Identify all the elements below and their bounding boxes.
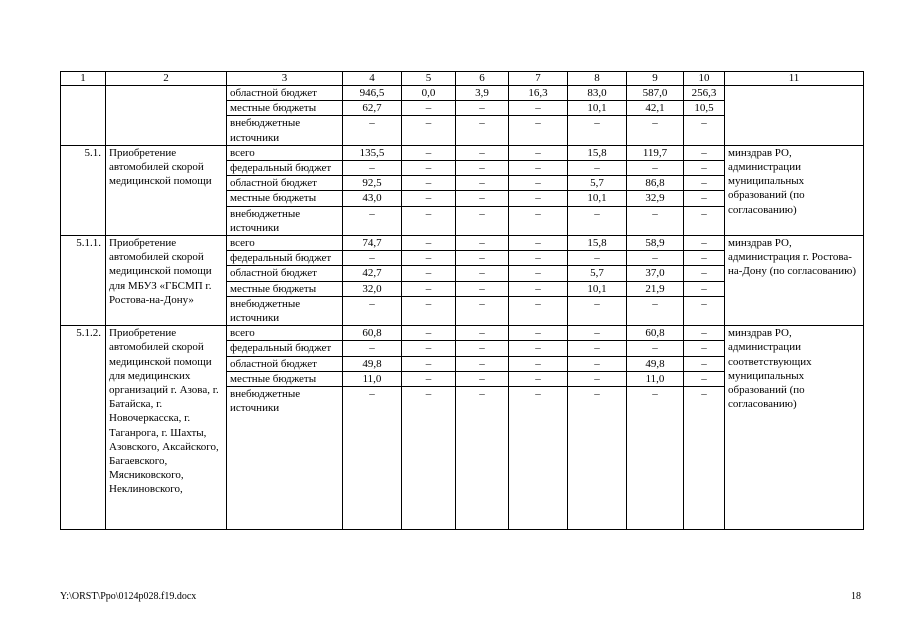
value-col-6: – bbox=[456, 251, 509, 266]
value-col-4: – bbox=[343, 206, 402, 235]
value-col-10: – bbox=[684, 281, 725, 296]
value-col-10: – bbox=[684, 116, 725, 145]
value-col-10: – bbox=[684, 206, 725, 235]
value-col-6: – bbox=[456, 326, 509, 341]
column-header-9: 9 bbox=[627, 72, 684, 86]
value-col-4: 60,8 bbox=[343, 326, 402, 341]
value-col-6: – bbox=[456, 281, 509, 296]
value-col-10: – bbox=[684, 371, 725, 386]
value-col-4: – bbox=[343, 116, 402, 145]
value-col-10: – bbox=[684, 387, 725, 530]
value-col-8: – bbox=[568, 206, 627, 235]
funding-source: всего bbox=[227, 236, 343, 251]
value-col-7: – bbox=[509, 266, 568, 281]
value-col-5: – bbox=[402, 236, 456, 251]
value-col-4: 74,7 bbox=[343, 236, 402, 251]
value-col-8: – bbox=[568, 251, 627, 266]
value-col-6: – bbox=[456, 266, 509, 281]
value-col-9: – bbox=[627, 296, 684, 325]
item-name bbox=[106, 86, 227, 146]
item-number: 5.1.2. bbox=[61, 326, 106, 530]
value-col-9: – bbox=[627, 206, 684, 235]
value-col-9: – bbox=[627, 341, 684, 356]
value-col-9: 119,7 bbox=[627, 145, 684, 160]
value-col-8: 15,8 bbox=[568, 145, 627, 160]
funding-source: федеральный бюджет bbox=[227, 251, 343, 266]
column-header-5: 5 bbox=[402, 72, 456, 86]
value-col-6: – bbox=[456, 341, 509, 356]
value-col-9: 58,9 bbox=[627, 236, 684, 251]
value-col-5: – bbox=[402, 371, 456, 386]
value-col-8: – bbox=[568, 387, 627, 530]
value-col-8: 15,8 bbox=[568, 236, 627, 251]
value-col-8: – bbox=[568, 326, 627, 341]
funding-source: всего bbox=[227, 326, 343, 341]
value-col-6: – bbox=[456, 236, 509, 251]
value-col-7: – bbox=[509, 341, 568, 356]
value-col-7: 16,3 bbox=[509, 86, 568, 101]
value-col-4: – bbox=[343, 161, 402, 176]
footer-file-path: Y:\ORST\Ppo\0124p028.f19.docx bbox=[60, 591, 197, 602]
value-col-10: – bbox=[684, 236, 725, 251]
item-number: 5.1. bbox=[61, 145, 106, 235]
value-col-4: 32,0 bbox=[343, 281, 402, 296]
value-col-9: – bbox=[627, 251, 684, 266]
column-header-3: 3 bbox=[227, 72, 343, 86]
value-col-8: – bbox=[568, 116, 627, 145]
value-col-8: 5,7 bbox=[568, 176, 627, 191]
value-col-5: – bbox=[402, 251, 456, 266]
value-col-9: – bbox=[627, 116, 684, 145]
table-header-row bbox=[61, 72, 864, 86]
value-col-4: 62,7 bbox=[343, 101, 402, 116]
value-col-7: – bbox=[509, 161, 568, 176]
value-col-10: 256,3 bbox=[684, 86, 725, 101]
value-col-10: – bbox=[684, 251, 725, 266]
value-col-8: 10,1 bbox=[568, 281, 627, 296]
table-row bbox=[61, 145, 864, 160]
item-name: Приобретение автомобилей скорой медицинской помощи для МБУЗ «ГБСМП г. Ростова-на-Дону» bbox=[106, 236, 227, 326]
value-col-8: 5,7 bbox=[568, 266, 627, 281]
value-col-6: – bbox=[456, 176, 509, 191]
value-col-5: – bbox=[402, 176, 456, 191]
column-header-1: 1 bbox=[61, 72, 106, 86]
value-col-5: – bbox=[402, 296, 456, 325]
value-col-7: – bbox=[509, 236, 568, 251]
value-col-10: – bbox=[684, 356, 725, 371]
value-col-6: – bbox=[456, 206, 509, 235]
funding-source: местные бюджеты bbox=[227, 281, 343, 296]
funding-source: внебюджетные источники bbox=[227, 116, 343, 145]
budget-table bbox=[60, 71, 864, 530]
value-col-9: 21,9 bbox=[627, 281, 684, 296]
funding-source: внебюджетные источники bbox=[227, 206, 343, 235]
column-header-11: 11 bbox=[725, 72, 864, 86]
value-col-6: – bbox=[456, 101, 509, 116]
funding-source: федеральный бюджет bbox=[227, 161, 343, 176]
value-col-4: 11,0 bbox=[343, 371, 402, 386]
value-col-7: – bbox=[509, 101, 568, 116]
funding-source: областной бюджет bbox=[227, 86, 343, 101]
value-col-10: – bbox=[684, 176, 725, 191]
value-col-5: – bbox=[402, 387, 456, 530]
value-col-6: – bbox=[456, 296, 509, 325]
value-col-8: 83,0 bbox=[568, 86, 627, 101]
value-col-5: – bbox=[402, 266, 456, 281]
value-col-5: – bbox=[402, 161, 456, 176]
value-col-8: – bbox=[568, 356, 627, 371]
value-col-6: – bbox=[456, 356, 509, 371]
value-col-7: – bbox=[509, 356, 568, 371]
value-col-7: – bbox=[509, 251, 568, 266]
value-col-10: – bbox=[684, 266, 725, 281]
value-col-7: – bbox=[509, 387, 568, 530]
value-col-4: – bbox=[343, 387, 402, 530]
column-header-6: 6 bbox=[456, 72, 509, 86]
value-col-9: 37,0 bbox=[627, 266, 684, 281]
value-col-6: – bbox=[456, 371, 509, 386]
value-col-10: – bbox=[684, 161, 725, 176]
responsible-party bbox=[725, 86, 864, 146]
value-col-8: – bbox=[568, 161, 627, 176]
value-col-8: – bbox=[568, 371, 627, 386]
value-col-6: 3,9 bbox=[456, 86, 509, 101]
value-col-5: – bbox=[402, 145, 456, 160]
value-col-6: – bbox=[456, 161, 509, 176]
item-name: Приобретение автомобилей скорой медицинской помощи bbox=[106, 145, 227, 235]
table-row bbox=[61, 236, 864, 251]
value-col-10: – bbox=[684, 145, 725, 160]
funding-source: всего bbox=[227, 145, 343, 160]
value-col-4: 42,7 bbox=[343, 266, 402, 281]
value-col-9: 60,8 bbox=[627, 326, 684, 341]
responsible-party: минздрав РО, администрации соответствующих муниципальных образований (по согласованию) bbox=[725, 326, 864, 530]
table-row bbox=[61, 86, 864, 101]
value-col-5: 0,0 bbox=[402, 86, 456, 101]
value-col-4: 946,5 bbox=[343, 86, 402, 101]
value-col-7: – bbox=[509, 326, 568, 341]
value-col-5: – bbox=[402, 326, 456, 341]
value-col-9: – bbox=[627, 161, 684, 176]
funding-source: федеральный бюджет bbox=[227, 341, 343, 356]
value-col-5: – bbox=[402, 341, 456, 356]
value-col-4: – bbox=[343, 341, 402, 356]
value-col-4: – bbox=[343, 296, 402, 325]
value-col-8: 10,1 bbox=[568, 191, 627, 206]
value-col-9: 86,8 bbox=[627, 176, 684, 191]
value-col-7: – bbox=[509, 176, 568, 191]
value-col-9: 587,0 bbox=[627, 86, 684, 101]
value-col-7: – bbox=[509, 281, 568, 296]
value-col-6: – bbox=[456, 387, 509, 530]
value-col-8: 10,1 bbox=[568, 101, 627, 116]
column-header-2: 2 bbox=[106, 72, 227, 86]
funding-source: областной бюджет bbox=[227, 356, 343, 371]
funding-source: местные бюджеты bbox=[227, 371, 343, 386]
funding-source: местные бюджеты bbox=[227, 191, 343, 206]
value-col-7: – bbox=[509, 296, 568, 325]
column-header-8: 8 bbox=[568, 72, 627, 86]
responsible-party: минздрав РО, администрации муниципальных образований (по согласованию) bbox=[725, 145, 864, 235]
value-col-4: 43,0 bbox=[343, 191, 402, 206]
value-col-6: – bbox=[456, 191, 509, 206]
value-col-4: 135,5 bbox=[343, 145, 402, 160]
value-col-9: 49,8 bbox=[627, 356, 684, 371]
value-col-10: 10,5 bbox=[684, 101, 725, 116]
funding-source: внебюджетные источники bbox=[227, 296, 343, 325]
funding-source: областной бюджет bbox=[227, 176, 343, 191]
value-col-7: – bbox=[509, 116, 568, 145]
value-col-10: – bbox=[684, 341, 725, 356]
value-col-4: – bbox=[343, 251, 402, 266]
value-col-5: – bbox=[402, 101, 456, 116]
funding-source: внебюджетные источники bbox=[227, 387, 343, 530]
value-col-7: – bbox=[509, 191, 568, 206]
value-col-10: – bbox=[684, 191, 725, 206]
value-col-5: – bbox=[402, 356, 456, 371]
value-col-5: – bbox=[402, 191, 456, 206]
value-col-9: 42,1 bbox=[627, 101, 684, 116]
item-name: Приобретение автомобилей скорой медицинской помощи для медицинских организаций г. Азова, г. Батайска, г. Новочеркасска, г. Таганрога, г. Шахты, Азовского, Аксайского, Багаевского, Мясниковского, Неклиновского, bbox=[106, 326, 227, 530]
item-number bbox=[61, 86, 106, 146]
funding-source: местные бюджеты bbox=[227, 101, 343, 116]
value-col-9: – bbox=[627, 387, 684, 530]
value-col-9: 11,0 bbox=[627, 371, 684, 386]
value-col-7: – bbox=[509, 145, 568, 160]
value-col-8: – bbox=[568, 296, 627, 325]
value-col-8: – bbox=[568, 341, 627, 356]
table-row bbox=[61, 326, 864, 341]
column-header-4: 4 bbox=[343, 72, 402, 86]
value-col-5: – bbox=[402, 206, 456, 235]
column-header-10: 10 bbox=[684, 72, 725, 86]
value-col-7: – bbox=[509, 206, 568, 235]
funding-source: областной бюджет bbox=[227, 266, 343, 281]
value-col-10: – bbox=[684, 326, 725, 341]
item-number: 5.1.1. bbox=[61, 236, 106, 326]
column-header-7: 7 bbox=[509, 72, 568, 86]
page-number: 18 bbox=[851, 591, 861, 602]
value-col-5: – bbox=[402, 116, 456, 145]
value-col-6: – bbox=[456, 145, 509, 160]
value-col-10: – bbox=[684, 296, 725, 325]
value-col-5: – bbox=[402, 281, 456, 296]
value-col-4: 92,5 bbox=[343, 176, 402, 191]
value-col-7: – bbox=[509, 371, 568, 386]
value-col-6: – bbox=[456, 116, 509, 145]
value-col-9: 32,9 bbox=[627, 191, 684, 206]
responsible-party: минздрав РО, администрация г. Ростова-на-Дону (по согласованию) bbox=[725, 236, 864, 326]
value-col-4: 49,8 bbox=[343, 356, 402, 371]
